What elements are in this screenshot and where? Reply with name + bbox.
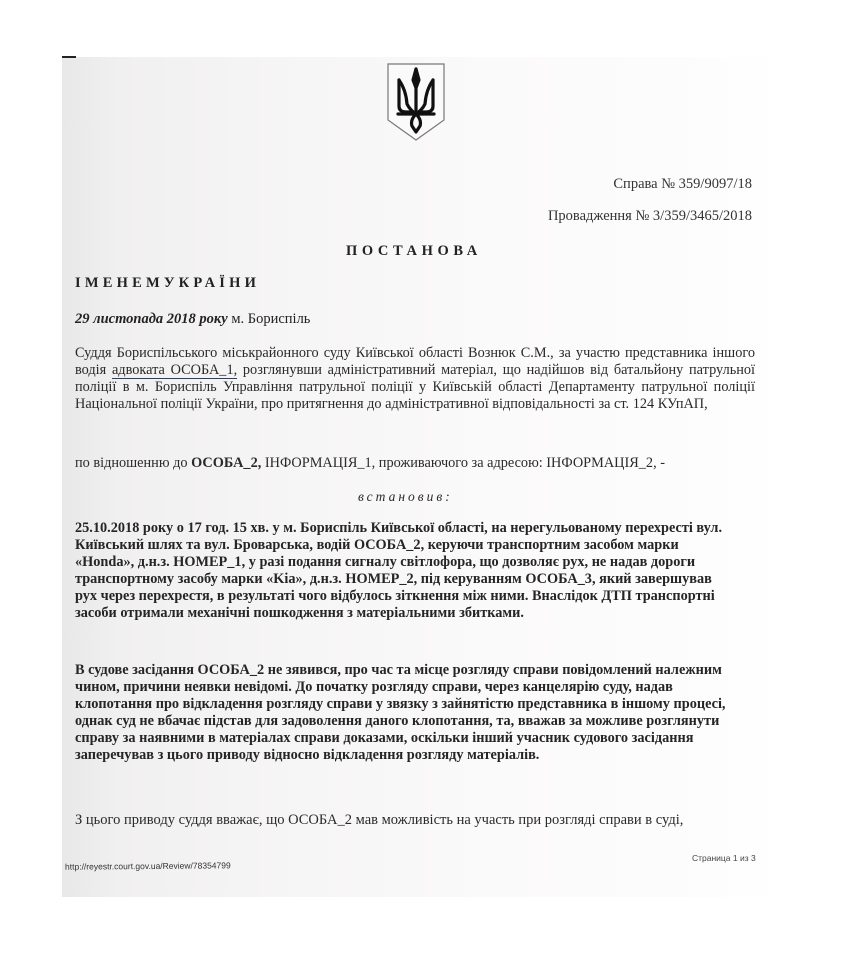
coat-of-arms-icon	[386, 62, 446, 142]
page-number: Страница 1 из 3	[692, 853, 756, 863]
footer-url: http://reyestr.court.gov.ua/Review/78354799	[64, 860, 231, 872]
intro-paragraph: Суддя Бориспільського міськрайонного суду Київської області Вознюк С.М., за участю представника іншого водія адвоката ОСОБА_1, розглянувши адміністративний матеріал, що надійшов від батальйону патрульної поліції в м. Бориспіль Управління патрульної поліції у Київській області Департаменту патрульної поліції Національної поліції України, про притягнення до адміністративної відповідальності за ст. 124 КУпАП,	[75, 345, 755, 412]
case-number: Справа № 359/9097/18	[613, 176, 752, 192]
date-line	[75, 311, 310, 328]
conclusion-line: З цього приводу суддя вважає, що ОСОБА_2 мав можливість на участь при розгляді справи в суді,	[75, 812, 684, 828]
decision-date: 29 листопада 2018 року	[75, 311, 228, 327]
corner-crop-mark	[62, 56, 76, 58]
relation-line: по відношенню до ОСОБА_2, ІНФОРМАЦІЯ_1, проживаючого за адресою: ІНФОРМАЦІЯ_2, -	[75, 455, 665, 471]
established-heading: встановив:	[358, 489, 453, 504]
person-name: ОСОБА_2,	[191, 455, 262, 471]
hearing-paragraph: В судове засідання ОСОБА_2 не зявився, про час та місце розгляду справи повідомлений належним чином, причини неявки невідомі. До початку розгляду справи, через канцелярію суду, надав клопотання про відкладення розгляду справи у звязку з зайнятістю представника в іншому процесі, однак суд не вбачає підстав для задоволення даного клопотання, та, вважав за можливе розглянути справу за наявними в матеріалах справи доказами, оскільки інший учасник судового засідання заперечував з цього приводу відносно відкладення розгляду матеріалів.	[75, 662, 726, 763]
underlined-lawyer: адвоката ОСОБА_1,	[111, 362, 238, 378]
city: м. Бориспіль	[227, 311, 311, 327]
proceeding-number: Провадження № 3/359/3465/2018	[547, 208, 752, 224]
document-title: ПОСТАНОВА	[346, 243, 482, 259]
facts-paragraph: 25.10.2018 року о 17 год. 15 хв. у м. Бориспіль Київської області, на нерегульованому перехресті вул. Київський шлях та вул. Броварська, водій ОСОБА_2, керуючи транспортним засобом марки «Honda», д.н.з. НОМЕР_1, у разі подання сигналу світлофора, що дозволяє рух, не надав дороги транспортному засобу марки «Kia», д.н.з. НОМЕР_2, під керуванням ОСОБА_3, який завершував рух через перехрестя, в результаті чого відбулось зіткнення між ними. Внаслідок ДТП транспортні засоби отримали механічні пошкодження з матеріальними збитками.	[75, 520, 723, 621]
in-the-name-of-ukraine: ІМЕНЕМУКРАЇНИ	[75, 275, 261, 291]
